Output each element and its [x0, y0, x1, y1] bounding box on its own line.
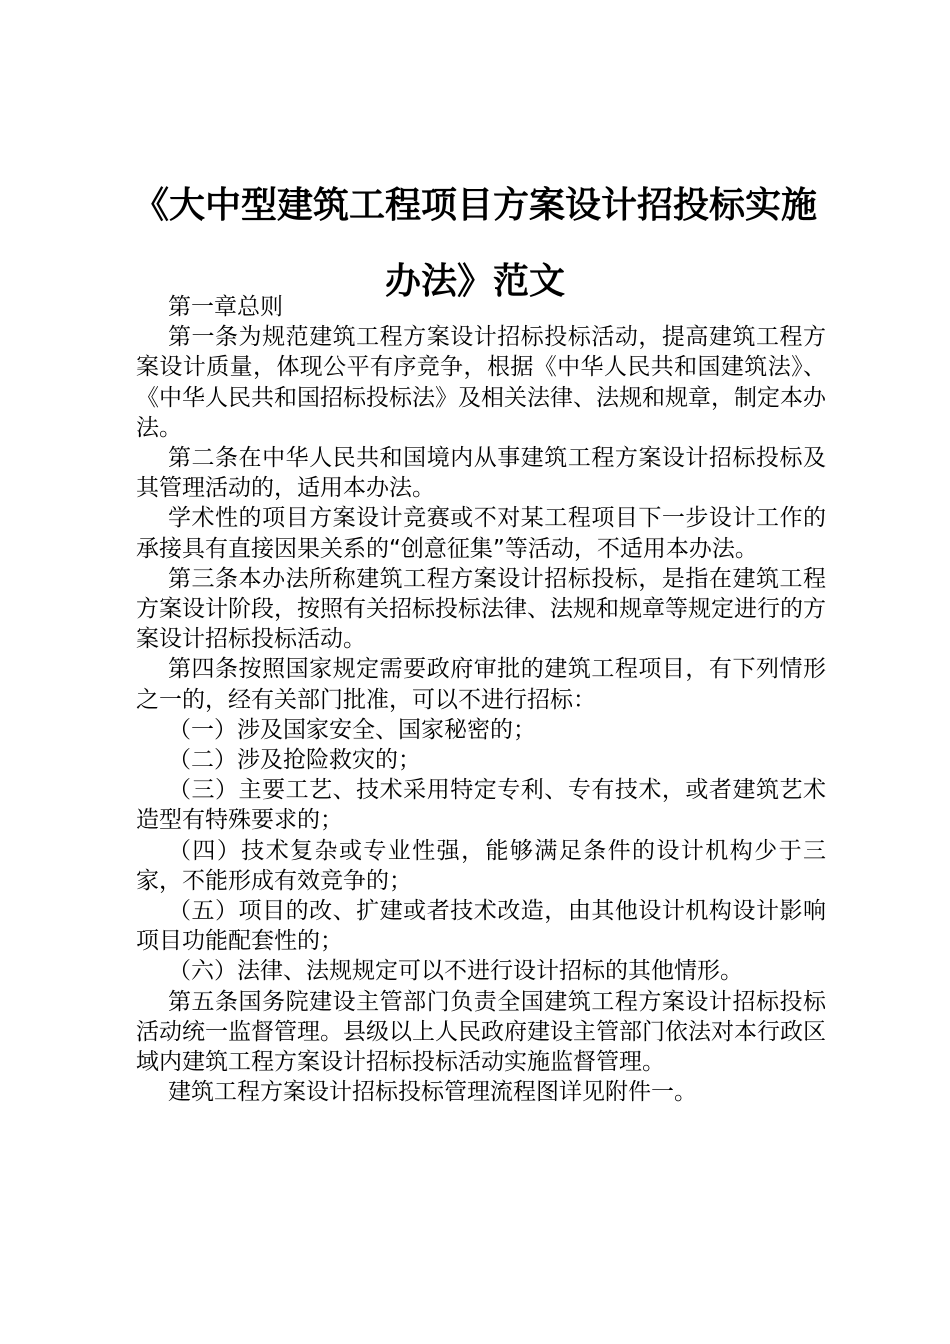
- article-4-item-2: （二）涉及抢险救灾的；: [168, 747, 421, 774]
- article-3: 第三条本办法所称建筑工程方案设计招标投标，是指在建筑工程方案设计阶段，按照有关招标投标法律、法规和规章等规定进行的方案设计招标投标活动。: [136, 565, 826, 653]
- article-5: 第五条国务院建设主管部门负责全国建筑工程方案设计招标投标活动统一监督管理。县级以上人民政府建设主管部门依法对本行政区域内建筑工程方案设计招标投标活动实施监督管理。: [136, 988, 826, 1076]
- title-line-2: 办法》范文: [384, 261, 565, 302]
- article-4: 第四条按照国家规定需要政府审批的建筑工程项目，有下列情形之一的，经有关部门批准，可以不进行招标：: [136, 656, 826, 713]
- chapter-heading: 第一章总则: [168, 294, 283, 320]
- article-2-note: 学术性的项目方案设计竞赛或不对某工程项目下一步设计工作的承接具有直接因果关系的“创意征集”等活动，不适用本办法。: [136, 505, 826, 562]
- title-line-1: 《大中型建筑工程项目方案设计招投标实施: [132, 185, 817, 226]
- article-2: 第二条在中华人民共和国境内从事建筑工程方案设计招标投标及其管理活动的，适用本办法。: [136, 445, 826, 502]
- article-5-note: 建筑工程方案设计招标投标管理流程图详见附件一。: [168, 1079, 697, 1106]
- article-4-item-5: （五）项目的改、扩建或者技术改造，由其他设计机构设计影响项目功能配套性的；: [136, 898, 826, 955]
- article-1: 第一条为规范建筑工程方案设计招标投标活动，提高建筑工程方案设计质量，体现公平有序竞争，根据《中华人民共和国建筑法》、《中华人民共和国招标投标法》及相关法律、法规和规章，制定本办法。: [136, 324, 826, 441]
- article-4-item-4: （四）技术复杂或专业性强，能够满足条件的设计机构少于三家，不能形成有效竞争的；: [136, 837, 826, 894]
- article-4-item-1: （一）涉及国家安全、国家秘密的；: [168, 716, 536, 743]
- article-4-item-6: （六）法律、法规规定可以不进行设计招标的其他情形。: [168, 958, 743, 985]
- document-body: [136, 292, 826, 1107]
- article-4-item-3: （三）主要工艺、技术采用特定专利、专有技术，或者建筑艺术造型有特殊要求的；: [136, 777, 826, 834]
